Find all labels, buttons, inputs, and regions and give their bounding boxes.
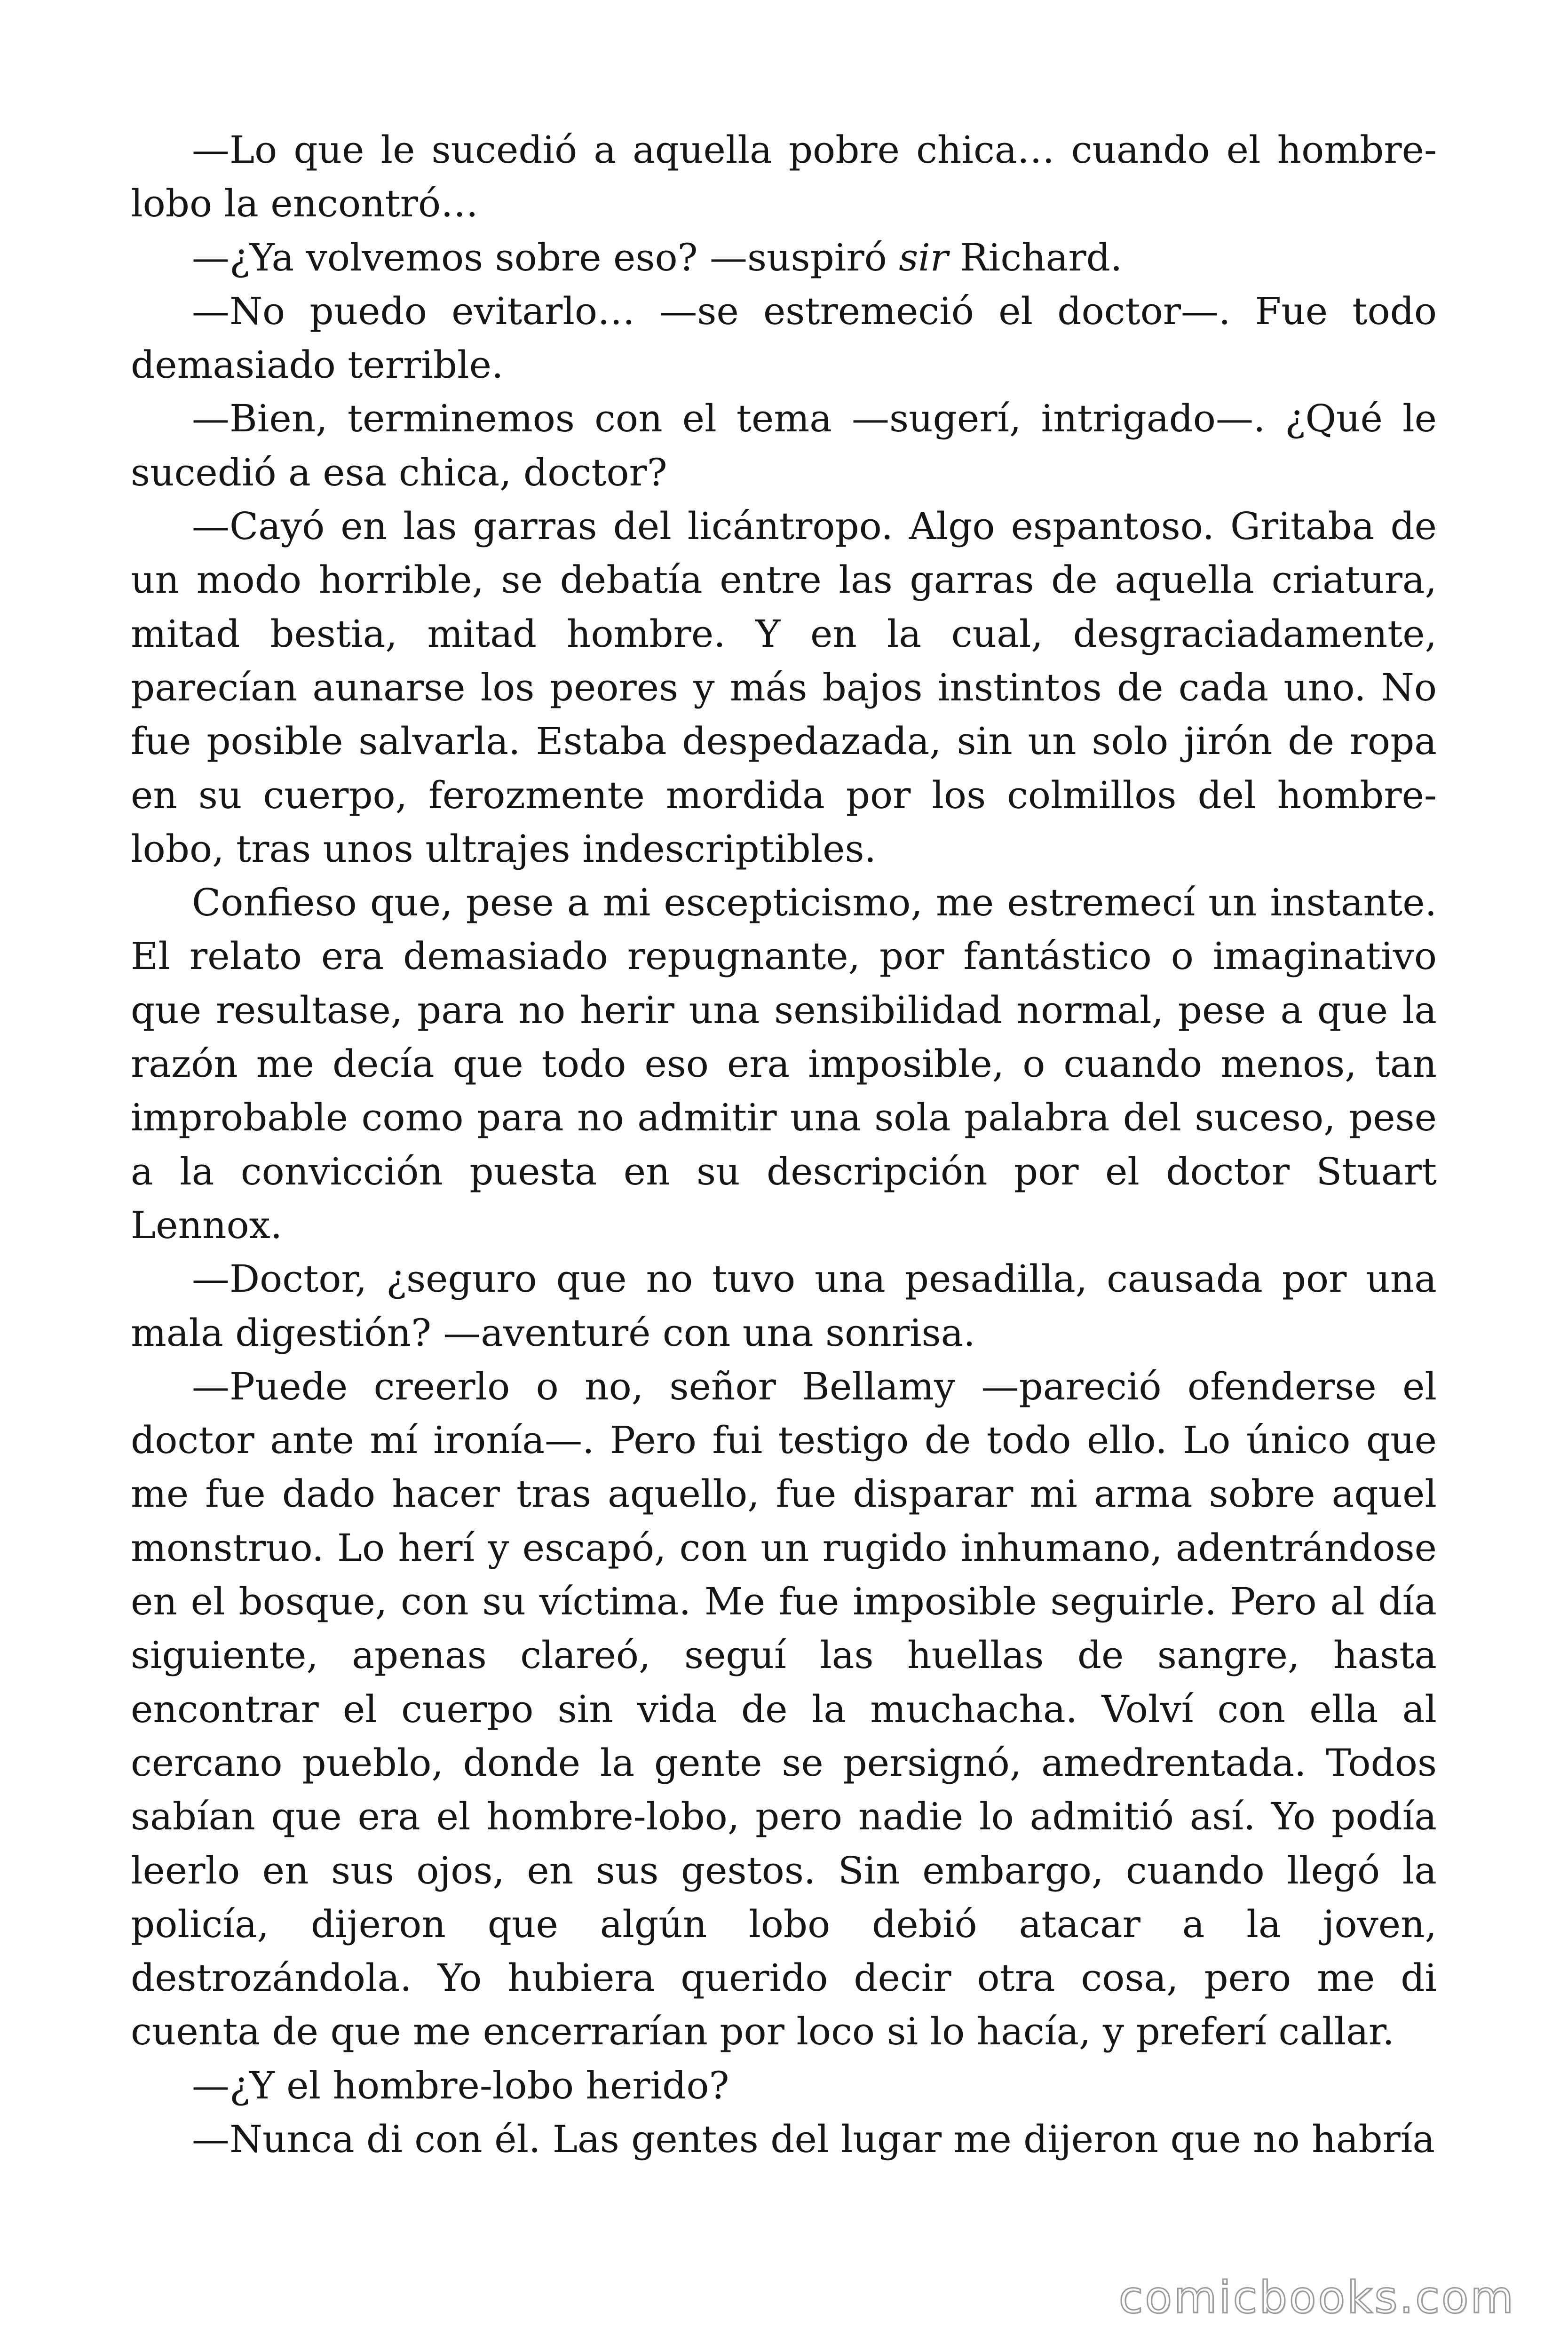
paragraph: —Doctor, ¿seguro que no tuvo una pesadilla, causada por una mala digestión? —aventuré con una sonrisa. — [131, 1257, 1437, 1355]
page-body — [131, 123, 1437, 2166]
paragraph: —Bien, terminemos con el tema —sugerí, intrigado—. ¿Qué le sucedió a esa chica, doctor? — [131, 397, 1437, 494]
paragraph: —Nunca di con él. Las gentes del lugar me dijeron que no habría — [192, 2117, 1435, 2161]
paragraph — [131, 231, 1437, 285]
paragraph: Confieso que, pese a mi escepticismo, me estremecí un instante. El relato era demasiado repugnante, por fantástico o imaginativo que resultase, para no herir una sensibilidad normal, pese a que la razón me decía que todo eso era imposible, o cuando menos, tan improbable como para no admitir una sola palabra del suceso, pese a la convicción puesta en su descripción por el doctor Stuart Lennox. — [131, 881, 1437, 1247]
paragraph: —No puedo evitarlo… —se estremeció el doctor—. Fue todo demasiado terrible. — [131, 289, 1437, 387]
watermark: comicbooks.com — [1118, 2272, 1515, 2323]
paragraph-text-before: —¿Ya volvemos sobre eso? —suspiró — [192, 235, 899, 279]
paragraph: —¿Y el hombre-lobo herido? — [192, 2063, 729, 2107]
paragraph: —Lo que le sucedió a aquella pobre chica… cuando el hombre-lobo la encontró… — [131, 128, 1437, 226]
italic-word: sir — [899, 235, 949, 279]
paragraph: —Puede creerlo o no, señor Bellamy —pareció ofenderse el doctor ante mí ironía—. Pero fui testigo de todo ello. Lo único que me fue dado hacer tras aquello, fue disparar mi arma sobre aquel monstruo. Lo herí y escapó, con un rugido inhumano, adentrándose en el bosque, con su víctima. Me fue imposible seguirle. Pero al día siguiente, apenas clareó, seguí las huellas de sangre, hasta encontrar el cuerpo sin vida de la muchacha. Volví con ella al cercano pueblo, donde la gente se persignó, amedrentada. Todos sabían que era el hombre-lobo, pero nadie lo admitió así. Yo podía leerlo en sus ojos, en sus gestos. Sin embargo, cuando llegó la policía, dijeron que algún lobo debió atacar a la joven, destrozándola. Yo hubiera querido decir otra cosa, pero me di cuenta de que me encerrarían por loco si lo hacía, y preferí callar. — [131, 1364, 1437, 2054]
paragraph-text-after: Richard. — [948, 235, 1123, 279]
paragraph: —Cayó en las garras del licántropo. Algo espantoso. Gritaba de un modo horrible, se debatía entre las garras de aquella criatura, mitad bestia, mitad hombre. Y en la cual, desgraciadamente, parecían aunarse los peores y más bajos instintos de cada uno. No fue posible salvarla. Estaba despedazada, sin un solo jirón de ropa en su cuerpo, ferozmente mordida por los colmillos del hombre-lobo, tras unos ultrajes indescriptibles. — [131, 504, 1437, 871]
